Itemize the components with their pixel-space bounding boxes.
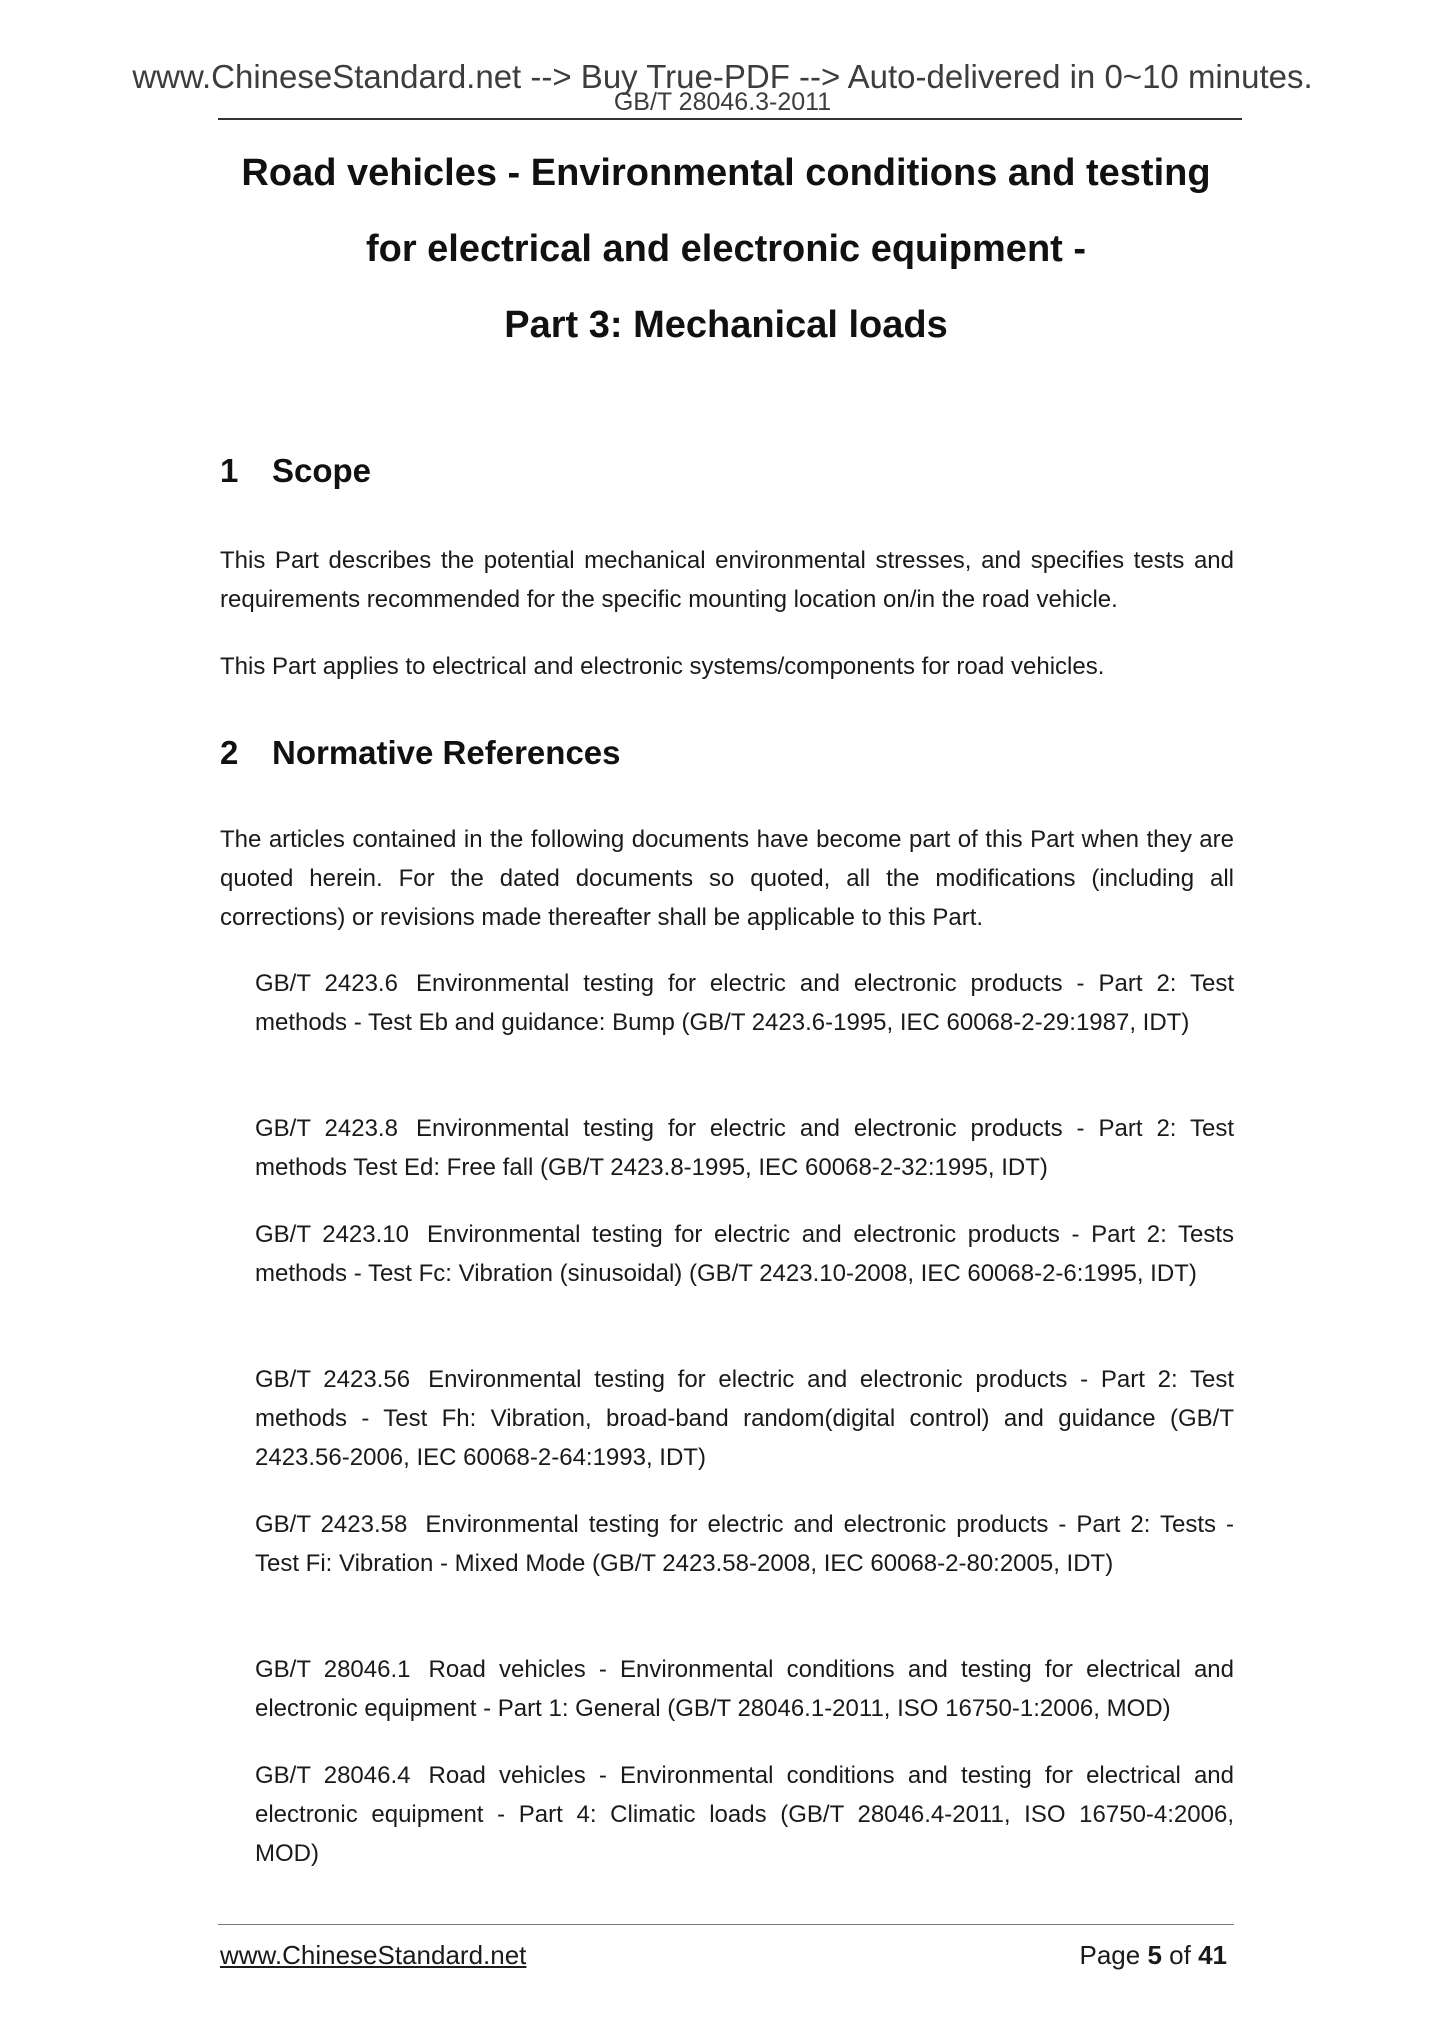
reference-text: Environmental testing for electric and electronic products - Part 2: Test methods - Test Eb and guidance: Bump (GB/T 2423.6-1995, IEC 60068-2-29:1987, IDT) [255,970,1234,1036]
reference-item [255,1215,1234,1293]
reference-text: Environmental testing for electric and electronic products - Part 2: Tests -Test Fi: Vibration - Mixed Mode (GB/T 2423.58-2008, IEC 60068-2-80:2005, IDT) [255,1511,1234,1577]
header-divider [218,118,1242,120]
document-code: GB/T 28046.3-2011 [613,88,832,116]
reference-text: Road vehicles - Environmental conditions and testing for electrical and electronic equipment - Part 4: Climatic loads (GB/T 28046.4-2011, ISO 16750-4:2006, MOD) [255,1762,1234,1867]
reference-item [255,1650,1234,1728]
document-title-line-1: Road vehicles - Environmental conditions and testing [241,152,1211,194]
reference-code: GB/T 2423.56 [255,1366,411,1393]
reference-code: GB/T 2423.10 [255,1221,409,1248]
reference-item [255,1505,1234,1583]
document-title-line-3: Part 3: Mechanical loads [504,304,948,346]
reference-text: Environmental testing for electric and electronic products - Part 2: Tests methods - Test Fc: Vibration (sinusoidal) (GB/T 2423.10-2008, IEC 60068-2-6:1995, IDT) [255,1221,1234,1287]
normative-intro-paragraph: The articles contained in the following documents have become part of this Part when they are quoted herein. For the dated documents so quoted, all the modifications (including all corrections) or revisions made thereafter shall be applicable to this Part. [220,826,1234,931]
reference-code: GB/T 28046.1 [255,1656,411,1683]
reference-code: GB/T 2423.58 [255,1511,408,1538]
section-number: 2 [220,734,239,771]
reference-code: GB/T 2423.8 [255,1115,398,1142]
reference-text: Environmental testing for electric and electronic products - Part 2: Test methods Test Ed: Free fall (GB/T 2423.8-1995, IEC 60068-2-32:1995, IDT) [255,1115,1234,1181]
document-title-line-2: for electrical and electronic equipment - [365,228,1087,270]
reference-item [255,1109,1234,1187]
reference-code: GB/T 28046.4 [255,1762,411,1789]
page-label: Page [1079,1940,1141,1970]
section-number: 1 [220,452,239,489]
page-total: 41 [1198,1940,1227,1970]
footer-website-link[interactable]: www.ChineseStandard.net [220,1940,527,1970]
scope-paragraph-1: This Part describes the potential mechanical environmental stresses, and specifies tests and requirements recommended for the specific mounting location on/in the road vehicle. [220,547,1234,613]
section-heading-scope [220,452,371,490]
page-of-label: of [1169,1940,1191,1970]
reference-item [255,1756,1234,1873]
reference-text: Road vehicles - Environmental conditions and testing for electrical and electronic equipment - Part 1: General (GB/T 28046.1-2011, ISO 16750-1:2006, MOD) [255,1656,1234,1722]
reference-text: Environmental testing for electric and electronic products - Part 2: Test methods - Test Fh: Vibration, broad-band random(digital control) and guidance (GB/T 2423.56-2006, IEC 60068-2-64:1993, IDT) [255,1366,1234,1471]
section-title: Normative References [272,734,621,771]
reference-item [255,1360,1234,1477]
scope-paragraph-2: This Part applies to electrical and electronic systems/components for road vehicles. [220,653,1105,680]
header-banner: www.ChineseStandard.net --> Buy True-PDF --> Auto-delivered in 0~10 minutes. [132,58,1313,95]
reference-code: GB/T 2423.6 [255,970,398,997]
footer-divider [218,1924,1234,1925]
page-current: 5 [1147,1940,1162,1970]
section-heading-normative-references [220,734,621,772]
page-number [1079,1940,1227,1971]
reference-item [255,964,1234,1042]
section-title: Scope [272,452,372,489]
